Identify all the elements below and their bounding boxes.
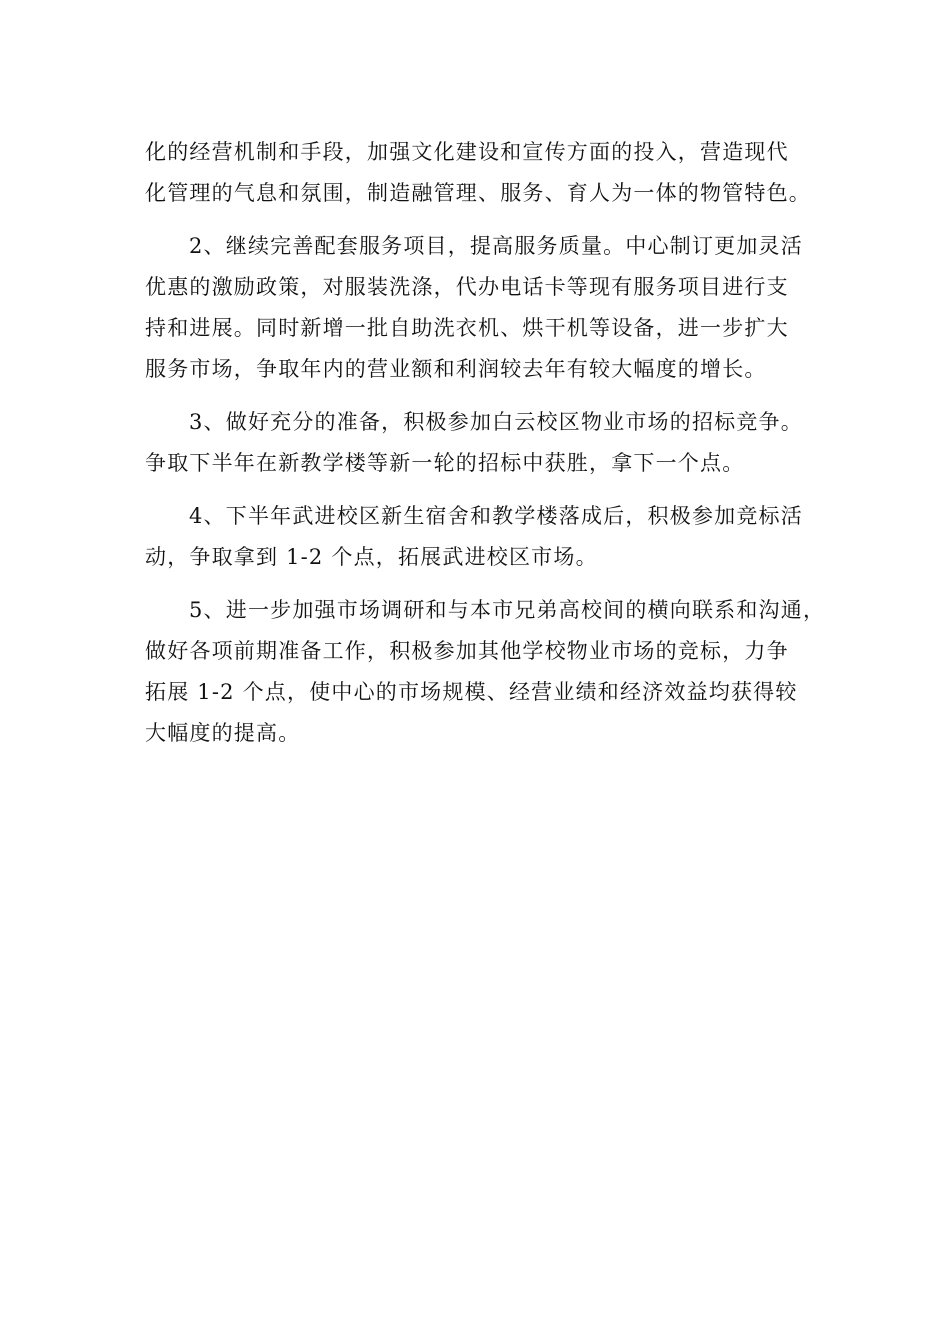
text-line: 化管理的气息和氛围，制造融管理、服务、育人为一体的物管特色。 xyxy=(145,181,811,205)
document-body xyxy=(145,132,835,754)
text-line: 拓展 1-2 个点，使中心的市场规模、经营业绩和经济效益均获得较 xyxy=(145,680,798,704)
paragraph-4-line: 4、下半年武进校区新生宿舍和教学楼落成后，积极参加竞标活 xyxy=(189,504,803,528)
paragraph-5-line: 5、进一步加强市场调研和与本市兄弟高校间的横向联系和沟通， xyxy=(189,598,826,622)
text-line: 持和进展。同时新增一批自助洗衣机、烘干机等设备，进一步扩大 xyxy=(145,316,789,340)
text-line: 争取下半年在新教学楼等新一轮的招标中获胜，拿下一个点。 xyxy=(145,451,745,475)
text-line: 大幅度的提高。 xyxy=(145,721,301,745)
paragraph-2-line: 2、继续完善配套服务项目，提高服务质量。中心制订更加灵活 xyxy=(189,234,803,258)
text-line: 优惠的激励政策，对服装洗涤，代办电话卡等现有服务项目进行支 xyxy=(145,275,789,299)
text-line: 动，争取拿到 1-2 个点，拓展武进校区市场。 xyxy=(145,545,598,569)
text-line: 服务市场，争取年内的营业额和利润较去年有较大幅度的增长。 xyxy=(145,357,767,381)
text-line: 做好各项前期准备工作，积极参加其他学校物业市场的竞标，力争 xyxy=(145,639,789,663)
paragraph-3-line: 3、做好充分的准备，积极参加白云校区物业市场的招标竞争。 xyxy=(189,410,803,434)
text-line: 化的经营机制和手段，加强文化建设和宣传方面的投入，营造现代 xyxy=(145,140,789,164)
